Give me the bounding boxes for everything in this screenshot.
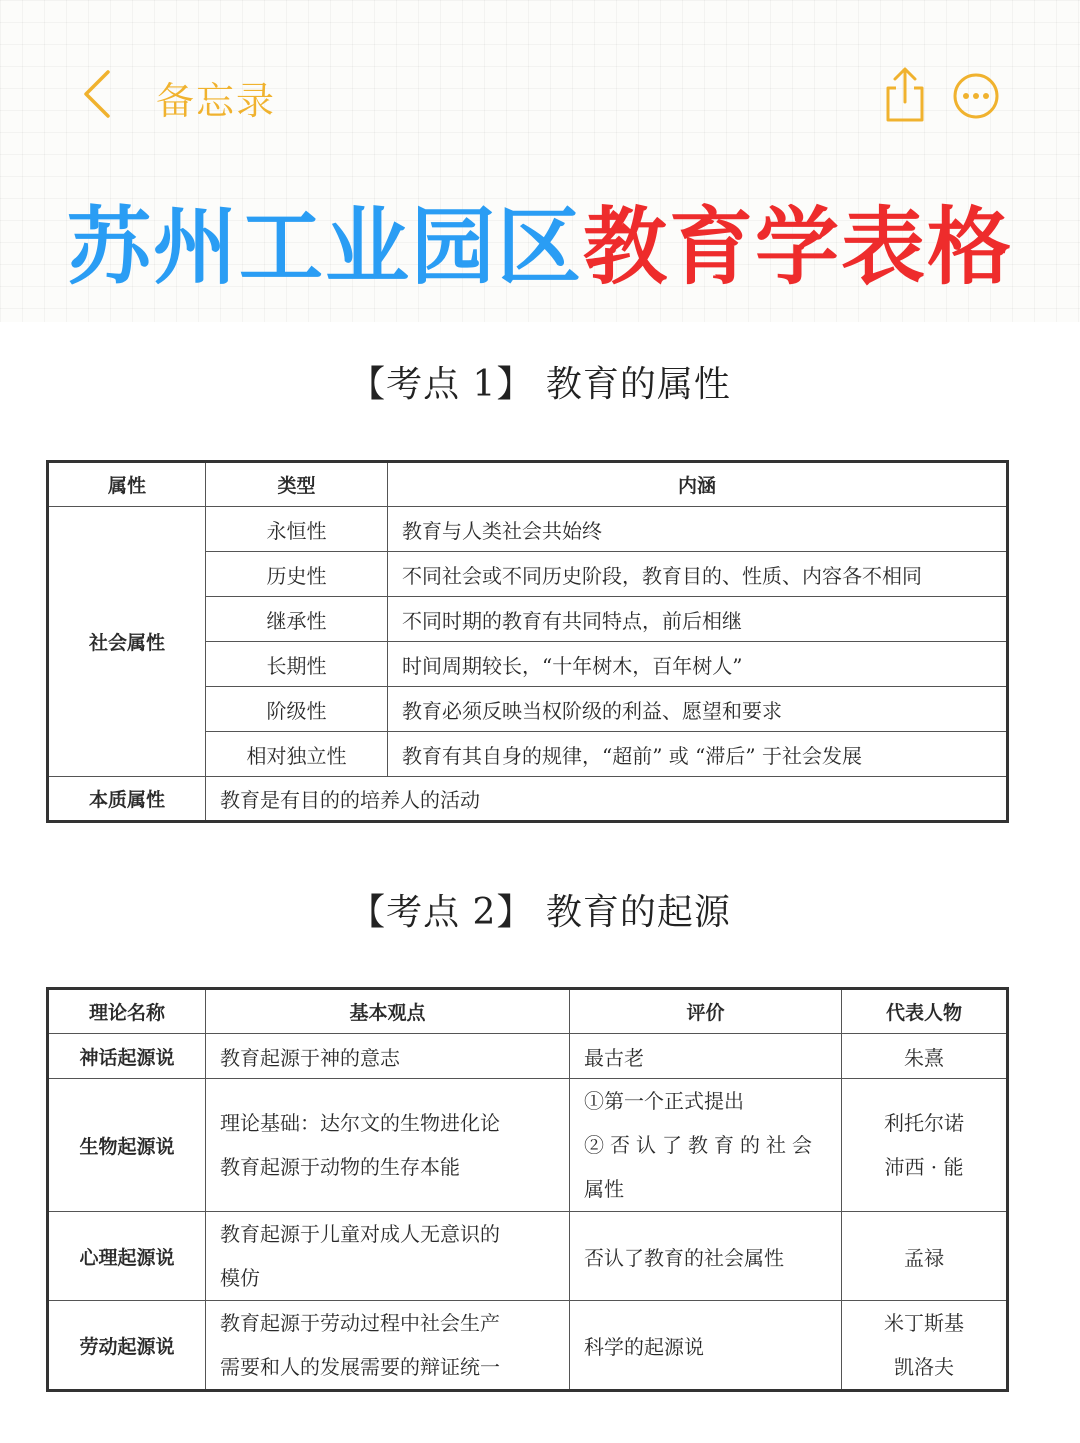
header-cell: 类型: [206, 462, 388, 507]
section1-title: 【考点 1】 教育的属性: [349, 364, 731, 405]
theory-name-cell: 神话起源说: [48, 1034, 206, 1079]
type-cell: 相对独立性: [206, 732, 388, 777]
table-row: [48, 1212, 1008, 1301]
type-cell: 历史性: [206, 552, 388, 597]
cell-line: 米丁斯基: [884, 1311, 964, 1335]
more-button[interactable]: [952, 72, 1000, 120]
cell-line: 教育起源于劳动过程中社会生产: [220, 1311, 500, 1335]
people-cell: [842, 1034, 1008, 1079]
meaning-cell: 教育是有目的的培养人的活动: [206, 777, 1008, 822]
cell-line: 孟禄: [904, 1245, 944, 1270]
meaning-cell: 教育与人类社会共始终: [388, 507, 1008, 552]
back-button[interactable]: [78, 66, 118, 122]
page-headline: [0, 180, 1080, 301]
table-row: [48, 1079, 1008, 1212]
theory-name-cell: 生物起源说: [48, 1079, 206, 1212]
cell-line: ①第一个正式提出: [584, 1089, 744, 1113]
header-cell: 基本观点: [206, 989, 570, 1034]
table-row: [48, 1034, 1008, 1079]
meaning-cell: 不同社会或不同历史阶段，教育目的、性质、内容各不相同: [388, 552, 1008, 597]
cell-line: 属性: [584, 1177, 624, 1201]
share-icon: [880, 66, 930, 124]
headline-blue-part: 苏州工业园区: [66, 198, 583, 296]
evaluation-cell: [570, 1034, 842, 1079]
cell-line: 教育起源于儿童对成人无意识的: [220, 1222, 500, 1246]
header-cell: 代表人物: [842, 989, 1008, 1034]
back-label[interactable]: 备忘录: [156, 79, 277, 123]
table-header-row: [48, 462, 1008, 507]
attributes-table: [46, 460, 1009, 823]
header-cell: 内涵: [388, 462, 1008, 507]
people-cell: [842, 1212, 1008, 1301]
theory-name-cell: 心理起源说: [48, 1212, 206, 1301]
navigation-bar: [0, 0, 1080, 150]
evaluation-cell: [570, 1079, 842, 1212]
people-cell: [842, 1301, 1008, 1391]
type-cell: 长期性: [206, 642, 388, 687]
type-cell: 继承性: [206, 597, 388, 642]
table-row: [48, 507, 1008, 552]
meaning-cell: 教育必须反映当权阶级的利益、愿望和要求: [388, 687, 1008, 732]
cell-line: 沛西 · 能: [884, 1155, 964, 1179]
cell-line: 教育起源于动物的生存本能: [220, 1155, 460, 1179]
table-row: [48, 777, 1008, 822]
header-cell: 属性: [48, 462, 206, 507]
type-cell: 永恒性: [206, 507, 388, 552]
headline-red-part: 教育学表格: [583, 198, 1014, 296]
view-cell: [206, 1034, 570, 1079]
section2-title: 【考点 2】 教育的起源: [349, 892, 731, 933]
meaning-cell: 时间周期较长，“十年树木，百年树人”: [388, 642, 1008, 687]
share-button[interactable]: [880, 66, 930, 124]
cell-line: 否认了教育的社会属性: [584, 1245, 784, 1270]
more-icon: [952, 72, 1000, 120]
cell-line: 教育起源于神的意志: [220, 1045, 400, 1070]
cell-line: 凯洛夫: [894, 1355, 954, 1379]
meaning-cell: 教育有其自身的规律，“超前” 或 “滞后” 于社会发展: [388, 732, 1008, 777]
view-cell: [206, 1301, 570, 1391]
group-cell-essence: 本质属性: [48, 777, 206, 822]
people-cell: [842, 1079, 1008, 1212]
cell-line: 最古老: [584, 1045, 644, 1070]
view-cell: [206, 1212, 570, 1301]
chevron-left-icon: [78, 66, 118, 122]
header-cell: 理论名称: [48, 989, 206, 1034]
table-header-row: [48, 989, 1008, 1034]
cell-line: ②否认了教育的社会: [584, 1133, 818, 1157]
type-cell: 阶级性: [206, 687, 388, 732]
cell-line: 模仿: [220, 1266, 260, 1290]
cell-line: 科学的起源说: [584, 1334, 704, 1359]
evaluation-cell: [570, 1212, 842, 1301]
cell-line: 利托尔诺: [884, 1111, 964, 1135]
evaluation-cell: [570, 1301, 842, 1391]
header-cell: 评价: [570, 989, 842, 1034]
cell-line: 需要和人的发展需要的辩证统一: [220, 1355, 500, 1379]
theory-name-cell: 劳动起源说: [48, 1301, 206, 1391]
table-row: [48, 1301, 1008, 1391]
cell-line: 理论基础：达尔文的生物进化论: [220, 1111, 500, 1135]
origins-table: [46, 987, 1009, 1392]
meaning-cell: 不同时期的教育有共同特点，前后相继: [388, 597, 1008, 642]
view-cell: [206, 1079, 570, 1212]
cell-line: 朱熹: [904, 1045, 944, 1070]
group-cell-social: 社会属性: [48, 507, 206, 777]
